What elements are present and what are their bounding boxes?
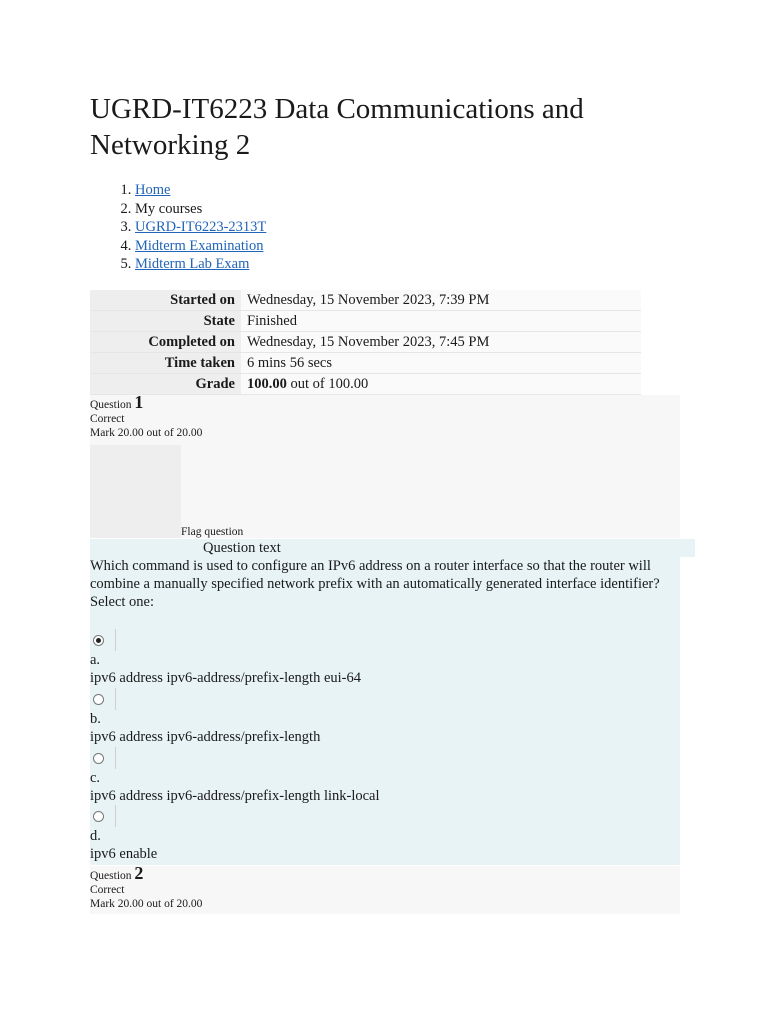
- radio-cell: [90, 688, 116, 710]
- summary-label: Grade: [90, 374, 241, 395]
- question-2-status: Correct: [90, 884, 125, 896]
- summary-row-completed-on: [90, 332, 641, 353]
- question-number: 1: [134, 392, 144, 412]
- question-1-body: [90, 557, 680, 865]
- question-1-heading: [90, 392, 680, 412]
- summary-label: Completed on: [90, 332, 241, 353]
- breadcrumb-link-midterm-examination[interactable]: Midterm Examination: [135, 237, 264, 254]
- answer-option-d[interactable]: [90, 805, 680, 863]
- option-text: ipv6 address ipv6-address/prefix-length: [90, 729, 321, 745]
- radio-button-b[interactable]: [93, 694, 104, 705]
- option-text: ipv6 address ipv6-address/prefix-length eui-64: [90, 670, 361, 686]
- option-letter: a.: [90, 652, 101, 668]
- question-1-text: Which command is used to configure an IPv6 address on a router interface so that the router will combine a manually specified network prefix with an automatically generated interface identifier?: [90, 558, 660, 592]
- flag-question-link[interactable]: Flag question: [181, 526, 244, 538]
- breadcrumb-item-midterm-examination[interactable]: [135, 237, 266, 256]
- page-title: UGRD-IT6223 Data Communications and Networking 2: [90, 93, 584, 161]
- question-2-info: [90, 863, 680, 914]
- select-prompt: Select one:: [90, 594, 155, 610]
- question-1-info: [90, 392, 680, 538]
- answer-option-c[interactable]: [90, 747, 680, 805]
- summary-row-grade: [90, 374, 641, 395]
- radio-button-d[interactable]: [93, 811, 104, 822]
- summary-row-state: [90, 311, 641, 332]
- breadcrumb-item-midterm-lab-exam[interactable]: [135, 255, 266, 274]
- breadcrumb-item-home[interactable]: [135, 181, 266, 200]
- option-text: ipv6 address ipv6-address/prefix-length link-local: [90, 788, 380, 804]
- question-1-status: Correct: [90, 413, 125, 425]
- question-number: 2: [134, 863, 144, 883]
- summary-label: State: [90, 311, 241, 332]
- option-letter: d.: [90, 828, 101, 844]
- summary-value-grade: [241, 374, 641, 395]
- summary-label: Started on: [90, 290, 241, 311]
- radio-cell: [90, 629, 116, 651]
- question-label: Question: [90, 399, 135, 411]
- summary-value: Wednesday, 15 November 2023, 7:39 PM: [241, 290, 641, 311]
- question-text-heading-label: Question text: [203, 540, 281, 556]
- summary-value: 6 mins 56 secs: [241, 353, 641, 374]
- summary-row-time-taken: [90, 353, 641, 374]
- option-letter: b.: [90, 711, 101, 727]
- radio-button-a[interactable]: [93, 635, 104, 646]
- breadcrumb-item-my-courses: [135, 200, 266, 219]
- attempt-summary-table: [90, 290, 641, 395]
- grade-total: out of 100.00: [286, 375, 369, 392]
- flag-image-placeholder: [90, 445, 181, 538]
- breadcrumb-link-course[interactable]: UGRD-IT6223-2313T: [135, 219, 267, 235]
- radio-cell: [90, 747, 116, 769]
- option-letter: c.: [90, 770, 101, 786]
- option-text: ipv6 enable: [90, 846, 158, 862]
- question-2-heading: [90, 863, 680, 883]
- radio-cell: [90, 805, 116, 827]
- answer-option-a[interactable]: [90, 629, 680, 687]
- summary-label: Time taken: [90, 353, 241, 374]
- summary-value: Wednesday, 15 November 2023, 7:45 PM: [241, 332, 641, 353]
- summary-value: Finished: [241, 311, 641, 332]
- breadcrumb-link-home[interactable]: Home: [135, 182, 171, 198]
- breadcrumb: [90, 181, 266, 274]
- grade-score: 100.00: [247, 375, 287, 392]
- radio-button-c[interactable]: [93, 753, 104, 764]
- breadcrumb-item-course[interactable]: [135, 218, 266, 237]
- breadcrumb-link-midterm-lab-exam[interactable]: Midterm Lab Exam: [135, 256, 250, 272]
- breadcrumb-label-my-courses: My courses: [135, 200, 203, 217]
- summary-row-started-on: [90, 290, 641, 311]
- question-2-mark: Mark 20.00 out of 20.00: [90, 898, 203, 910]
- question-1-mark: Mark 20.00 out of 20.00: [90, 427, 203, 439]
- question-text-heading: [90, 539, 695, 557]
- question-label: Question: [90, 870, 135, 882]
- answer-option-b[interactable]: [90, 688, 680, 746]
